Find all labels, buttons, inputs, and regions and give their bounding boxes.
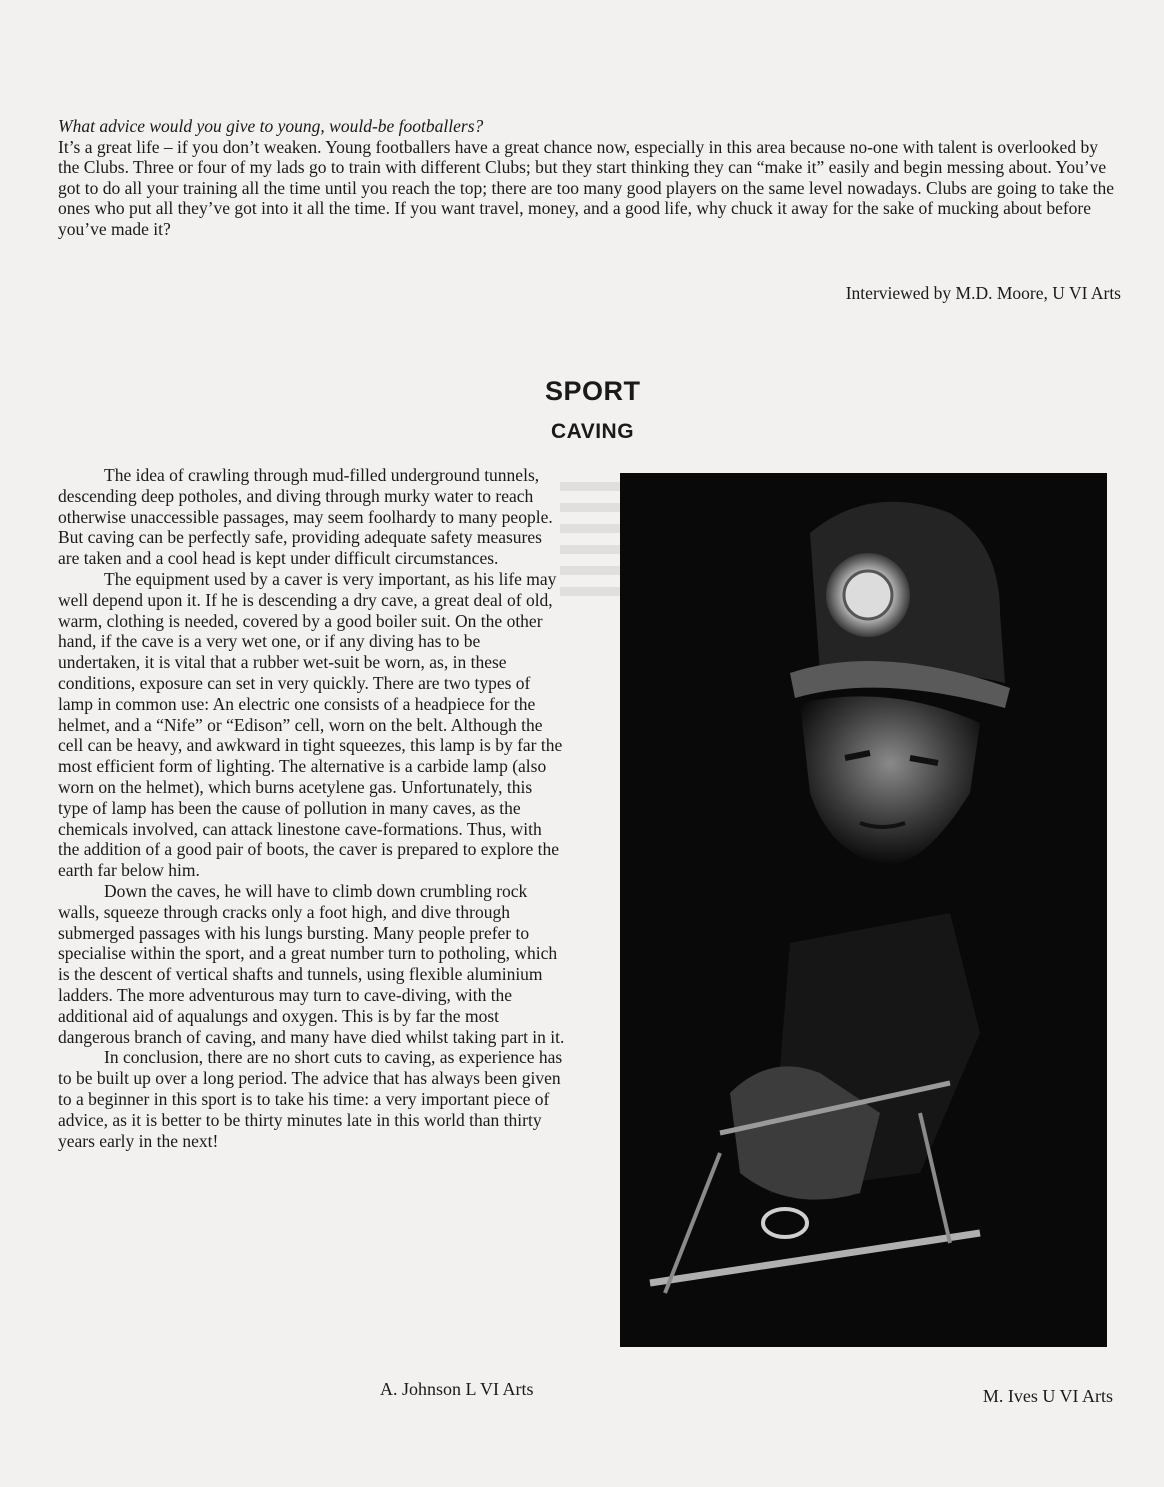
- interview-excerpt: [58, 116, 1118, 240]
- illustration-artist: M. Ives U VI Arts: [982, 1386, 1113, 1406]
- article-author: A. Johnson L VI Arts: [380, 1379, 534, 1399]
- interviewer-credit: Interviewed by M.D. Moore, U VI Arts: [845, 283, 1121, 303]
- caver-illustration: [620, 473, 1107, 1347]
- article-paragraph: In conclusion, there are no short cuts to caving, as experience has to be built up over a long period. The advice that has always been given to a beginner in this sport is to take his time: a very important piece of advice, as it is better to be thirty minutes late in this world than thirty years early in the next!: [58, 1047, 563, 1151]
- section-heading: SPORT: [545, 376, 641, 406]
- article-title: CAVING: [550, 420, 635, 443]
- article-body: [58, 465, 566, 1151]
- article-paragraph: Down the caves, he will have to climb down crumbling rock walls, squeeze through cracks only a foot high, and dive through submerged passages with his lungs bursting. Many people prefer to specialise within the sport, and a great number turn to potholing, which is the descent of vertical shafts and tunnels, using flexible aluminium ladders. The more adventurous may turn to cave-diving, with the additional aid of aqualungs and oxygen. This is by far the most dangerous branch of caving, and many have died whilst taking part in it.: [58, 880, 565, 1047]
- article-paragraph: The idea of crawling through mud-filled underground tunnels, descending deep potholes, and diving through murky water to reach otherwise unaccessible passages, may seem foolhardy to many people. But caving can be perfectly safe, providing adequate safety measures are taken and a cool head is kept under difficult circumstances.: [58, 465, 553, 569]
- article-paragraph: The equipment used by a caver is very important, as his life may well depend upon it. If he is descending a dry cave, a great deal of old, warm, clothing is needed, covered by a good boiler suit. On the other hand, if the cave is a very wet one, or if any diving has to be undertaken, it is vital that a rubber wet-suit be worn, as, in these conditions, exposure can set in very quickly. There are two types of lamp in common use: An electric one consists of a headpiece for the helmet, and a “Nife” or “Edison” cell, worn on the belt. Although the cell can be heavy, and awkward in tight squeezes, this lamp is by far the most efficient form of lighting. The alternative is a carbide lamp (also worn on the helmet), which burns acetylene gas. Unfortunately, this type of lamp has been the cause of pollution in many caves, as the chemicals involved, can attack linestone cave-formations. Thus, with the addition of a good pair of boots, the caver is prepared to explore the earth far below him.: [58, 568, 563, 881]
- interview-answer: It’s a great life – if you don’t weaken. Young footballers have a great chance now, especially in this area because no-one with talent is overlooked by the Clubs. Three or four of my lads go to train with different Clubs; but they start thinking they can “make it” easily and begin messing about. You’ve got to do all your training all the time until you reach the top; there are too many good players on the same level nowadays. Clubs are going to take the ones who put all they’ve got into it all the time. If you want travel, money, and a good life, why chuck it away for the sake of mucking about before you’ve made it?: [58, 136, 1115, 239]
- caver-drawing: [620, 473, 1107, 1347]
- interview-question: What advice would you give to young, would-be footballers?: [58, 116, 484, 136]
